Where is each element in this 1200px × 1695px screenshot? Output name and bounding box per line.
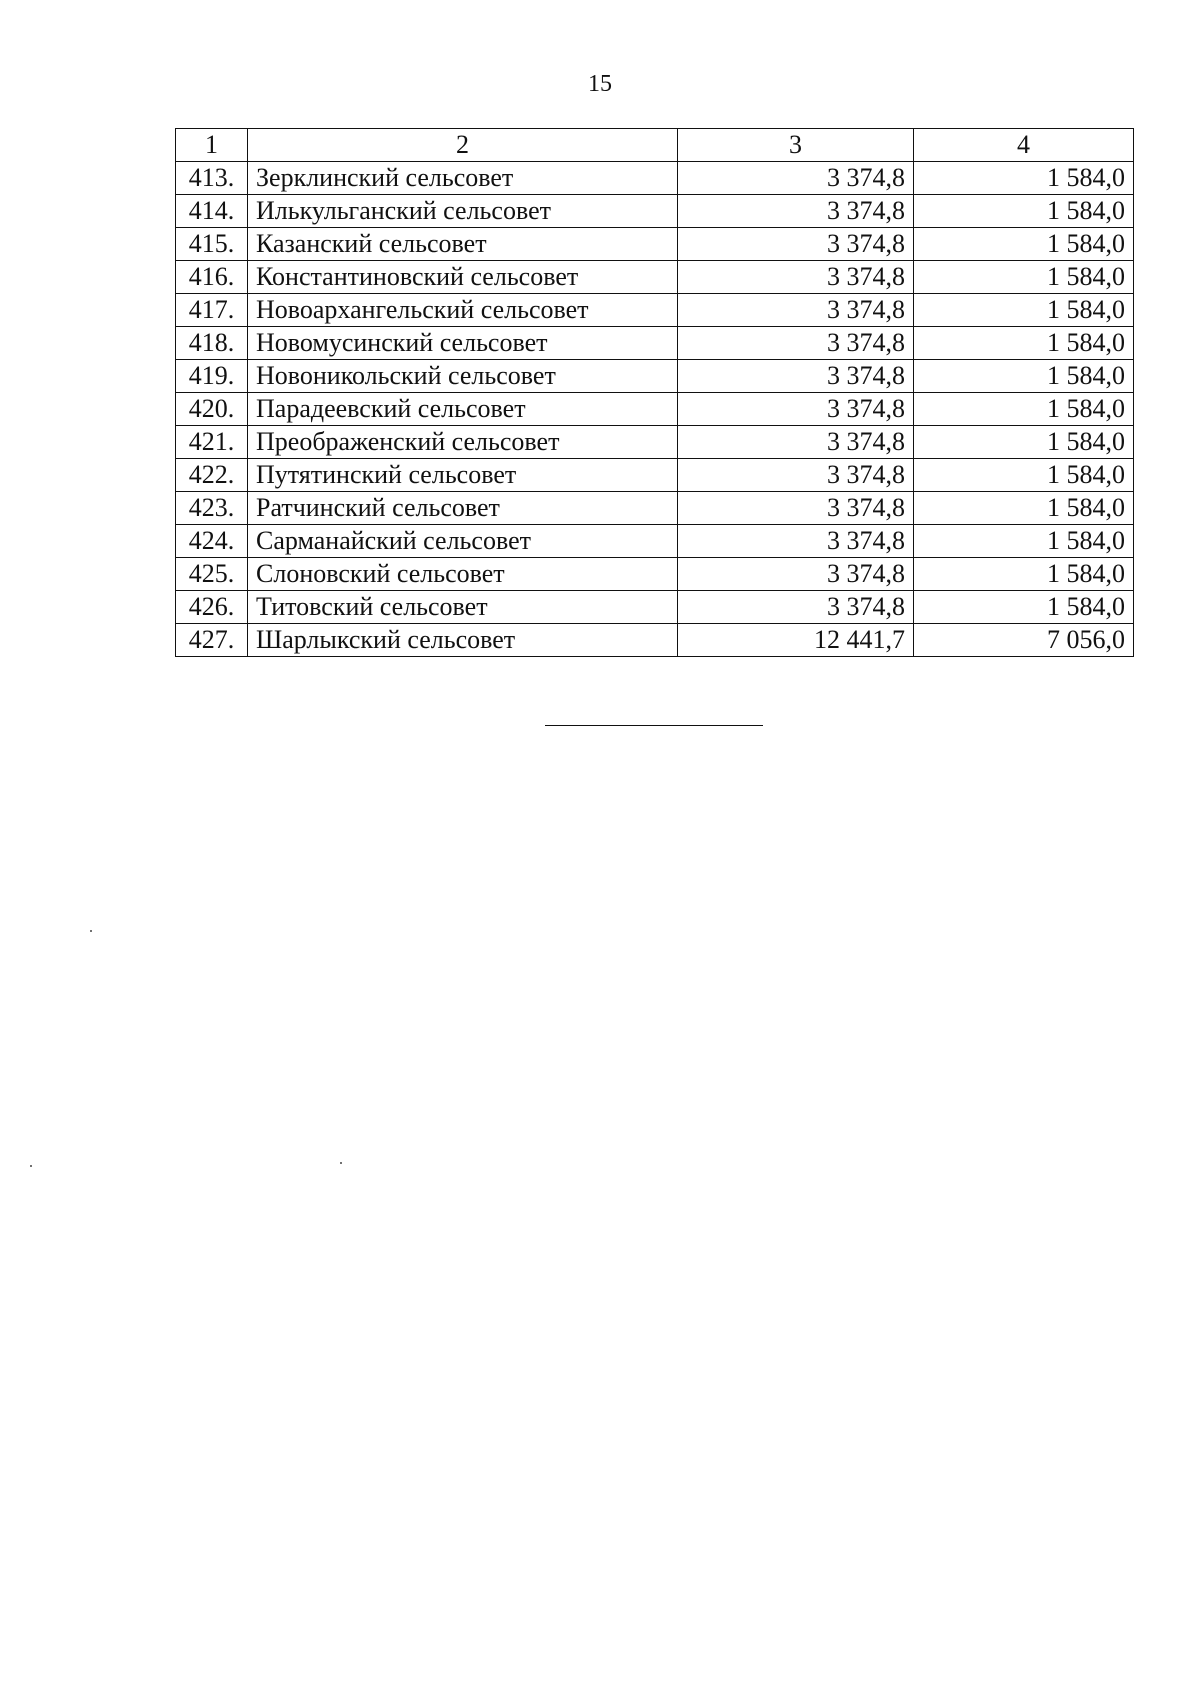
row-number-cell: 421. [176, 426, 248, 459]
row-number-cell: 423. [176, 492, 248, 525]
header-col-2: 2 [248, 129, 678, 162]
value-col-4-cell: 1 584,0 [914, 294, 1134, 327]
header-col-1: 1 [176, 129, 248, 162]
value-col-4-cell: 1 584,0 [914, 426, 1134, 459]
value-col-3-cell: 3 374,8 [678, 360, 914, 393]
council-name-cell: Парадеевский сельсовет [248, 393, 678, 426]
scan-speck [30, 1165, 32, 1167]
value-col-3-cell: 3 374,8 [678, 459, 914, 492]
council-name-cell: Казанский сельсовет [248, 228, 678, 261]
value-col-4-cell: 1 584,0 [914, 393, 1134, 426]
table-body [176, 162, 1134, 657]
header-col-4: 4 [914, 129, 1134, 162]
council-name-cell: Путятинский сельсовет [248, 459, 678, 492]
table-row [176, 492, 1134, 525]
row-number-cell: 424. [176, 525, 248, 558]
value-col-4-cell: 1 584,0 [914, 195, 1134, 228]
row-number-cell: 425. [176, 558, 248, 591]
value-col-4-cell: 1 584,0 [914, 360, 1134, 393]
row-number-cell: 427. [176, 624, 248, 657]
value-col-4-cell: 1 584,0 [914, 162, 1134, 195]
value-col-3-cell: 3 374,8 [678, 525, 914, 558]
row-number-cell: 417. [176, 294, 248, 327]
table-row [176, 624, 1134, 657]
page-number: 15 [588, 71, 612, 97]
table-row [176, 426, 1134, 459]
value-col-4-cell: 1 584,0 [914, 261, 1134, 294]
row-number-cell: 422. [176, 459, 248, 492]
end-of-table-rule [545, 725, 763, 726]
row-number-cell: 426. [176, 591, 248, 624]
value-col-3-cell: 3 374,8 [678, 162, 914, 195]
council-name-cell: Преображенский сельсовет [248, 426, 678, 459]
table-row [176, 459, 1134, 492]
value-col-3-cell: 3 374,8 [678, 327, 914, 360]
table-row [176, 261, 1134, 294]
council-name-cell: Новомусинский сельсовет [248, 327, 678, 360]
table-row [176, 558, 1134, 591]
table-row [176, 195, 1134, 228]
council-name-cell: Илькульганский сельсовет [248, 195, 678, 228]
value-col-3-cell: 3 374,8 [678, 558, 914, 591]
value-col-4-cell: 1 584,0 [914, 228, 1134, 261]
scan-speck [90, 930, 92, 932]
value-col-4-cell: 1 584,0 [914, 591, 1134, 624]
value-col-3-cell: 3 374,8 [678, 294, 914, 327]
row-number-cell: 416. [176, 261, 248, 294]
table-row [176, 294, 1134, 327]
row-number-cell: 418. [176, 327, 248, 360]
value-col-3-cell: 3 374,8 [678, 492, 914, 525]
table-row [176, 360, 1134, 393]
council-name-cell: Зерклинский сельсовет [248, 162, 678, 195]
value-col-4-cell: 1 584,0 [914, 459, 1134, 492]
value-col-3-cell: 3 374,8 [678, 228, 914, 261]
value-col-4-cell: 1 584,0 [914, 492, 1134, 525]
row-number-cell: 415. [176, 228, 248, 261]
value-col-3-cell: 3 374,8 [678, 426, 914, 459]
council-name-cell: Новоархангельский сельсовет [248, 294, 678, 327]
scan-speck [340, 1162, 342, 1164]
value-col-3-cell: 3 374,8 [678, 195, 914, 228]
table-row [176, 591, 1134, 624]
council-name-cell: Константиновский сельсовет [248, 261, 678, 294]
row-number-cell: 414. [176, 195, 248, 228]
council-name-cell: Новоникольский сельсовет [248, 360, 678, 393]
value-col-3-cell: 3 374,8 [678, 261, 914, 294]
row-number-cell: 420. [176, 393, 248, 426]
header-col-3: 3 [678, 129, 914, 162]
value-col-4-cell: 1 584,0 [914, 525, 1134, 558]
table-row [176, 393, 1134, 426]
row-number-cell: 419. [176, 360, 248, 393]
table-row [176, 327, 1134, 360]
value-col-3-cell: 3 374,8 [678, 393, 914, 426]
value-col-4-cell: 1 584,0 [914, 327, 1134, 360]
council-name-cell: Сарманайский сельсовет [248, 525, 678, 558]
value-col-3-cell: 3 374,8 [678, 591, 914, 624]
table-row [176, 162, 1134, 195]
council-name-cell: Шарлыкский сельсовет [248, 624, 678, 657]
council-name-cell: Титовский сельсовет [248, 591, 678, 624]
table-header-row [176, 129, 1134, 162]
table-row [176, 525, 1134, 558]
value-col-3-cell: 12 441,7 [678, 624, 914, 657]
row-number-cell: 413. [176, 162, 248, 195]
value-col-4-cell: 7 056,0 [914, 624, 1134, 657]
council-name-cell: Ратчинский сельсовет [248, 492, 678, 525]
council-name-cell: Слоновский сельсовет [248, 558, 678, 591]
allocation-table [175, 128, 1134, 657]
value-col-4-cell: 1 584,0 [914, 558, 1134, 591]
table-row [176, 228, 1134, 261]
